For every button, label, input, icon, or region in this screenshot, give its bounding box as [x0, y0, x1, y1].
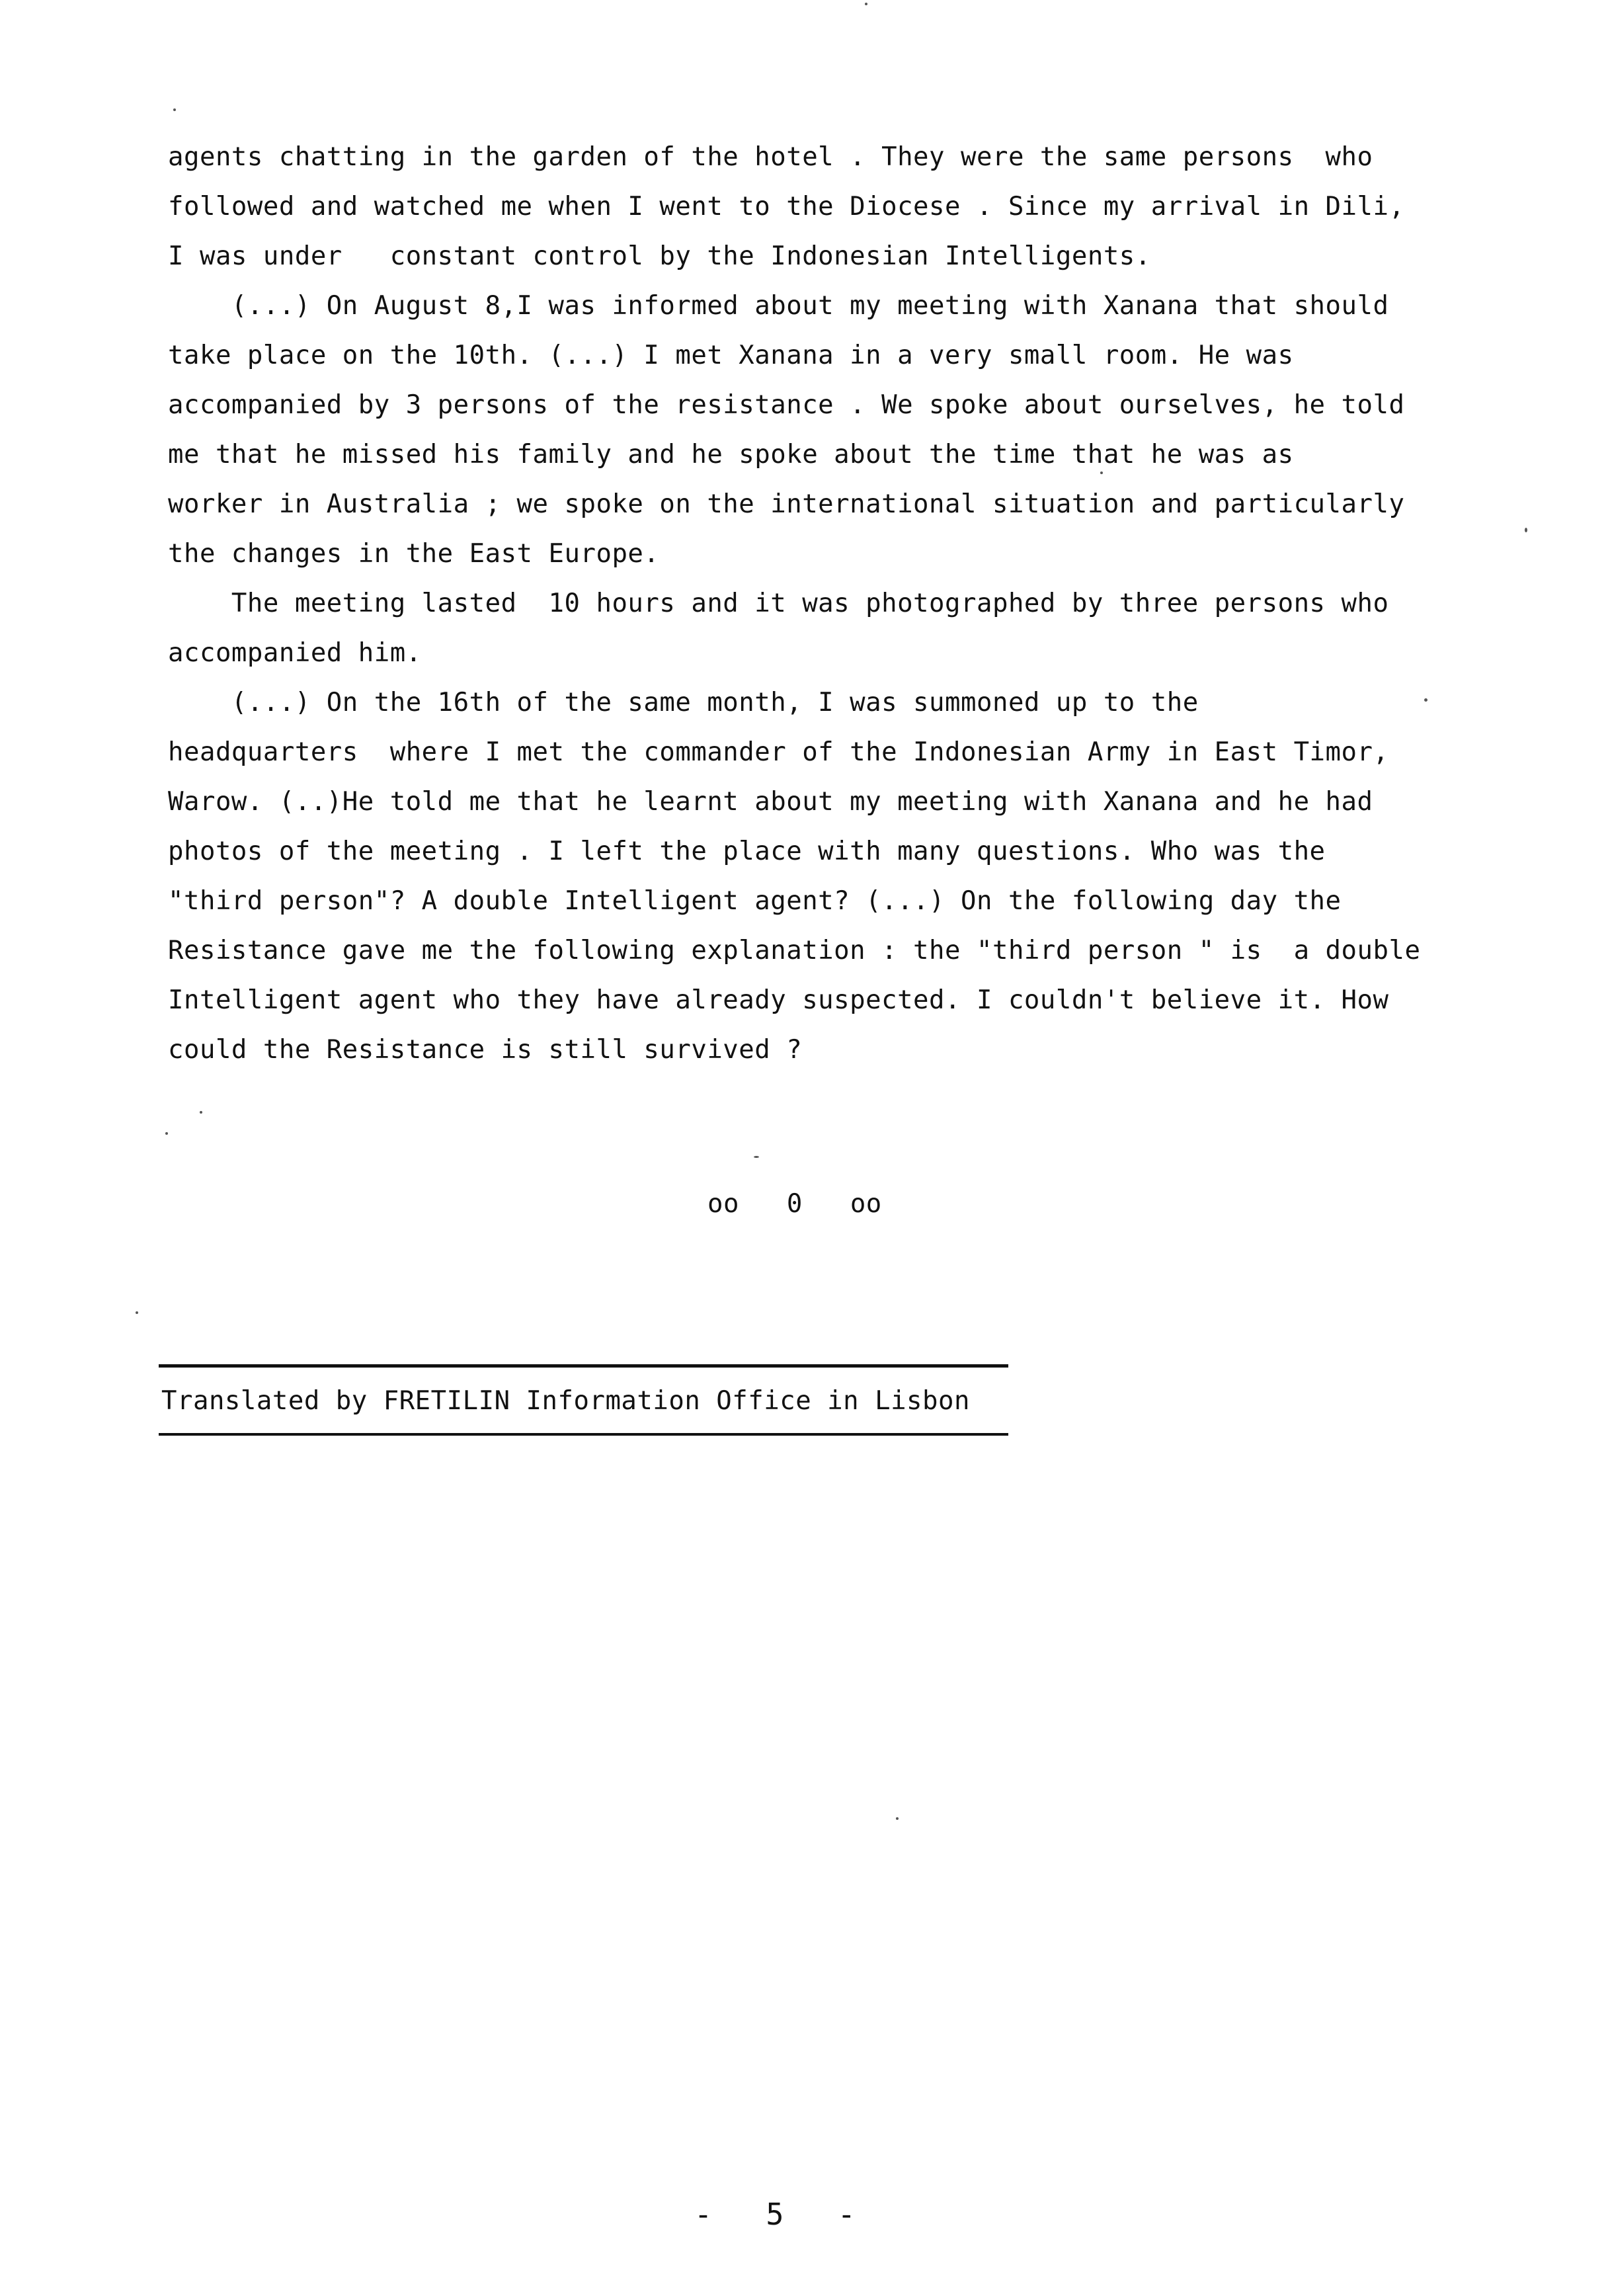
translation-credit-block — [159, 1364, 1008, 1436]
section-separator: oo 0 oo — [707, 1189, 882, 1219]
text-line: Warow. (..)He told me that he learnt about my meeting with Xanana and he had — [168, 787, 1373, 817]
text-line: headquarters where I met the commander of the Indonesian Army in East Timor, — [168, 737, 1389, 767]
top-rule — [159, 1364, 1008, 1368]
page-number: - 5 - — [694, 2197, 856, 2232]
text-line: Intelligent agent who they have already suspected. I couldn't believe it. How — [168, 985, 1389, 1015]
body-text — [168, 132, 1504, 1075]
text-line: the changes in the East Europe. — [168, 539, 660, 569]
text-line: (...) On the 16th of the same month, I was summoned up to the — [168, 688, 1199, 718]
scan-speck — [1525, 528, 1527, 532]
text-line: photos of the meeting . I left the place with many questions. Who was the — [168, 837, 1326, 866]
text-line: Resistance gave me the following explanation : the "third person " is a double — [168, 936, 1421, 965]
scan-speck — [200, 1111, 202, 1114]
translation-credit: Translated by FRETILIN Information Office in Lisbon — [161, 1386, 970, 1416]
text-line: take place on the 10th. (...) I met Xanana in a very small room. He was — [168, 341, 1294, 370]
scan-speck — [165, 1132, 168, 1135]
text-line: could the Resistance is still survived ? — [168, 1035, 803, 1065]
text-line: worker in Australia ; we spoke on the international situation and particularly — [168, 489, 1405, 519]
scan-speck — [1424, 698, 1427, 702]
text-line: me that he missed his family and he spoke about the time that he was as — [168, 440, 1294, 470]
text-line: "third person"? A double Intelligent agent? (...) On the following day the — [168, 886, 1342, 916]
text-line: followed and watched me when I went to the Diocese . Since my arrival in Dili, — [168, 192, 1405, 222]
scan-speck — [865, 3, 867, 5]
text-line: (...) On August 8,I was informed about my meeting with Xanana that should — [168, 291, 1389, 321]
scan-speck — [896, 1817, 899, 1820]
bottom-rule — [159, 1433, 1008, 1436]
scan-speck — [754, 1156, 759, 1158]
text-line: accompanied him. — [168, 638, 422, 668]
text-line: I was under constant control by the Indonesian Intelligents. — [168, 241, 1151, 271]
text-line: The meeting lasted 10 hours and it was photographed by three persons who — [168, 589, 1389, 618]
scan-speck — [173, 108, 176, 111]
scan-speck — [136, 1311, 138, 1314]
text-line: accompanied by 3 persons of the resistance . We spoke about ourselves, he told — [168, 390, 1405, 420]
scan-speck — [1100, 472, 1103, 474]
text-line: agents chatting in the garden of the hotel . They were the same persons who — [168, 142, 1373, 172]
